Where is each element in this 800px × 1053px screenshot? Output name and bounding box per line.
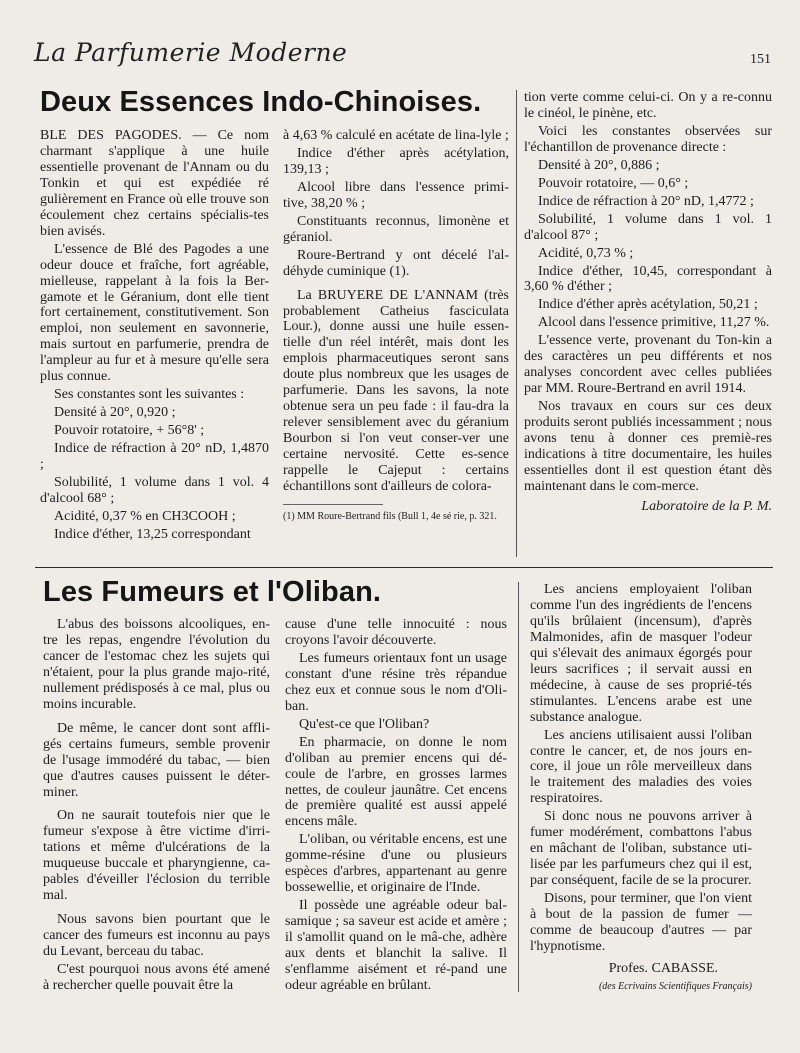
article2-column-3 xyxy=(530,582,752,995)
article2-source: (des Ecrivains Scientifiques Français) xyxy=(598,980,752,992)
article1-signature: Laboratoire de la P. M. xyxy=(641,498,772,514)
paragraph: Disons, pour terminer, que l'on vient à bout de la passion de fumer — comme de beaucoup d'autres — par l'hypnotisme. xyxy=(530,891,752,954)
constant-line: Indice d'éther, 10,45, correspondant à 3,60 % d'éther ; xyxy=(524,263,772,295)
article-title-essences: Deux Essences Indo-Chinoises. xyxy=(40,86,482,118)
constant-line: Indice de réfraction à 20° nD, 1,4772 ; xyxy=(538,193,754,209)
paragraph: Nous savons bien pourtant que le cancer des fumeurs est inconnu au pays du Levant, berceau du tabac. xyxy=(43,912,270,960)
footnote-divider xyxy=(283,504,383,505)
paragraph: Les anciens employaient l'oliban comme l'un des ingrédients de l'encens qu'ils brûlaient (incensum), d'après Malmonides, afin de masquer l'odeur qui s'élevait des animaux égorgés pour leurs sacrifices ; il servait aussi en médecine, à cause de ses proprié-tés stimulantes. L'encens arabe est une substance analogue. xyxy=(530,582,752,725)
constant-line: Solubilité, 1 volume dans 1 vol. 1 d'alcool 87° ; xyxy=(524,211,772,243)
paragraph: Nos travaux en cours sur ces deux produits seront publiés incessamment ; nous avons tenu à donner ces premiè-res indications à titre documentaire, les huiles essentielles dont il est question étant dès maintenant dans le com-merce. xyxy=(524,399,772,494)
paragraph: En pharmacie, on donne le nom d'oliban au premier encens qui dé-coule de l'arbre, en grosses larmes nettes, de couleur jaunâtre. Cet encens de première qualité est aussi appelé encens mâle. xyxy=(285,734,507,830)
constant-line: Indice d'éther après acétylation, 50,21 ; xyxy=(538,297,758,313)
constant-line: Acidité, 0,37 % en CH3COOH ; xyxy=(54,508,236,524)
constant-line: Indice d'éther, 13,25 correspondant xyxy=(54,526,251,542)
paragraph: tion verte comme celui-ci. On y a re-connu le cinéol, le pinène, etc. xyxy=(524,90,772,121)
article2-column-2 xyxy=(285,617,507,996)
paragraph: L'abus des boissons alcooliques, en-tre les repas, engendre l'évolution du cancer de l'estomac chez les sujets qui n'étaient, pour la plus grande majo-rité, nullement prédisposés à ce mal, plus ou moins incurable. xyxy=(43,617,270,712)
paragraph: L'essence de Blé des Pagodes a une odeur douce et fraîche, fort agréable, mielleuse, rappelant à la fois la Ber-gamote et le Géranium, dont elle tient fort certainement, constitutivement. Son emploi, non seulement en savonnerie, mais surtout en parfumerie, prendra de l'ampleur au fur et à mesure qu'elle sera plus connue. xyxy=(40,241,269,385)
article1-column-1 xyxy=(40,128,269,545)
constant-line: Pouvoir rotatoire, — 0,6° ; xyxy=(538,175,689,191)
constant-line: Acidité, 0,73 % ; xyxy=(538,245,634,261)
paragraph: On ne saurait toutefois nier que le fumeur s'expose à être victime d'irri-tations et même d'ulcérations de la muqueuse buccale et pharyngienne, ca-pables d'éveiller l'éclosion du terrible mal. xyxy=(43,808,270,904)
constant-line: Indice de réfraction à 20° nD, 1,4870 ; xyxy=(40,441,269,473)
paragraph: Il possède une agréable odeur bal-samique ; sa saveur est acide et amère ; il s'amollit quand on le mâ-che, adhère aux dents et blanchit la salive. Il s'enflamme aisément et ré-pand une odeur agréable en brûlant. xyxy=(285,898,507,993)
footnote: (1) MM Roure-Bertrand fils (Bull 1, 4e sé rie, p. 321. xyxy=(283,510,497,522)
paragraph: C'est pourquoi nous avons été amené à rechercher quelle pouvait être la xyxy=(43,962,270,994)
paragraph: BLE DES PAGODES. — Ce nom charmant s'applique à une huile essentielle provenant de l'Annam ou du Tonkin et qui est expédiée ré gulièrement en France où elle trouve son écoulement chez certains spécialis-tes bien avisés. xyxy=(40,128,269,239)
running-title: La Parfumerie Moderne xyxy=(34,38,348,67)
constant-line: Densité à 20°, 0,886 ; xyxy=(538,157,660,173)
paragraph: cause d'une telle innocuité : nous croyons l'avoir découverte. xyxy=(285,617,507,648)
paragraph: Roure-Bertrand y ont décelé l'al-déhyde cuminique (1). xyxy=(283,247,509,279)
paragraph: Les fumeurs orientaux font un usage constant d'une résine très répandue chez eux et connue sous le nom d'Oli-ban. xyxy=(285,650,507,714)
paragraph: Voici les constantes observées sur l'échantillon de provenance directe : xyxy=(524,123,772,155)
article2-column-1 xyxy=(43,617,270,996)
column-divider xyxy=(518,582,519,992)
article-divider xyxy=(35,567,773,568)
paragraph: Qu'est-ce que l'Oliban? xyxy=(299,716,430,732)
constant-line: Alcool dans l'essence primitive, 11,27 %. xyxy=(538,315,770,331)
column-divider xyxy=(516,90,517,557)
article1-column-3 xyxy=(524,90,772,515)
constant-line: Alcool libre dans l'essence primi-tive, 38,20 % ; xyxy=(283,179,509,211)
article-title-fumeurs: Les Fumeurs et l'Oliban. xyxy=(43,576,382,608)
paragraph: L'oliban, ou véritable encens, est une gomme-résine d'une ou plusieurs espèces d'arbres, appartenant au genre bossewellie, et originaire de l'Inde. xyxy=(285,832,507,896)
constant-line: Indice d'éther après acétylation, 139,13 ; xyxy=(283,145,509,177)
article1-column-2 xyxy=(283,128,509,523)
paragraph: Les anciens utilisaient aussi l'oliban contre le cancer, et, de nos jours en-core, il joue un rôle merveilleux dans le traitement des maladies des voies respiratoires. xyxy=(530,727,752,807)
paragraph: Ses constantes sont les suivantes : xyxy=(54,387,245,403)
paragraph: L'essence verte, provenant du Ton-kin a des caractères un peu différents et nos analyses concordent avec celles publiées par MM. Roure-Bertrand en avril 1914. xyxy=(524,333,772,397)
page-number: 151 xyxy=(750,52,771,67)
paragraph: De même, le cancer dont sont affli-gés certains fumeurs, semble provenir de l'usage immodéré du tabac, — bien que d'autres causes puissent le déter-miner. xyxy=(43,720,270,800)
constant-line: Pouvoir rotatoire, + 56°8' ; xyxy=(54,423,205,439)
paragraph: La BRUYERE DE L'ANNAM (très probablement Catheius fasciculata Lour.), donne aussi une huile essen-tielle d'un réel intérêt, mais dont les emplois pharmaceutiques seront sans doute plus nombreux que les usages de parfumerie. Dans les savons, la note obtenue sera un peu fade : il fau-dra la relever sensiblement avec du géranium Bourbon si l'on veut conser-ver une certaine nervosité. Cette es-sence rappelle le Cajeput : certains échantillons sont d'ailleurs de colora- xyxy=(283,287,509,495)
paragraph: Si donc nous ne pouvons arriver à fumer modérément, combattons l'abus en mâchant de l'oliban, substance uti-lisée par les parfumeurs chez qui il est, par conséquent, facile de se la procurer. xyxy=(530,809,752,889)
constant-line: à 4,63 % calculé en acétate de lina-lyle ; xyxy=(283,128,509,143)
article2-signature: Profes. CABASSE. xyxy=(608,960,718,976)
constant-line: Solubilité, 1 volume dans 1 vol. 4 d'alcool 68° ; xyxy=(40,475,269,506)
constant-line: Constituants reconnus, limonène et géraniol. xyxy=(283,213,509,245)
constant-line: Densité à 20°, 0,920 ; xyxy=(54,405,176,421)
